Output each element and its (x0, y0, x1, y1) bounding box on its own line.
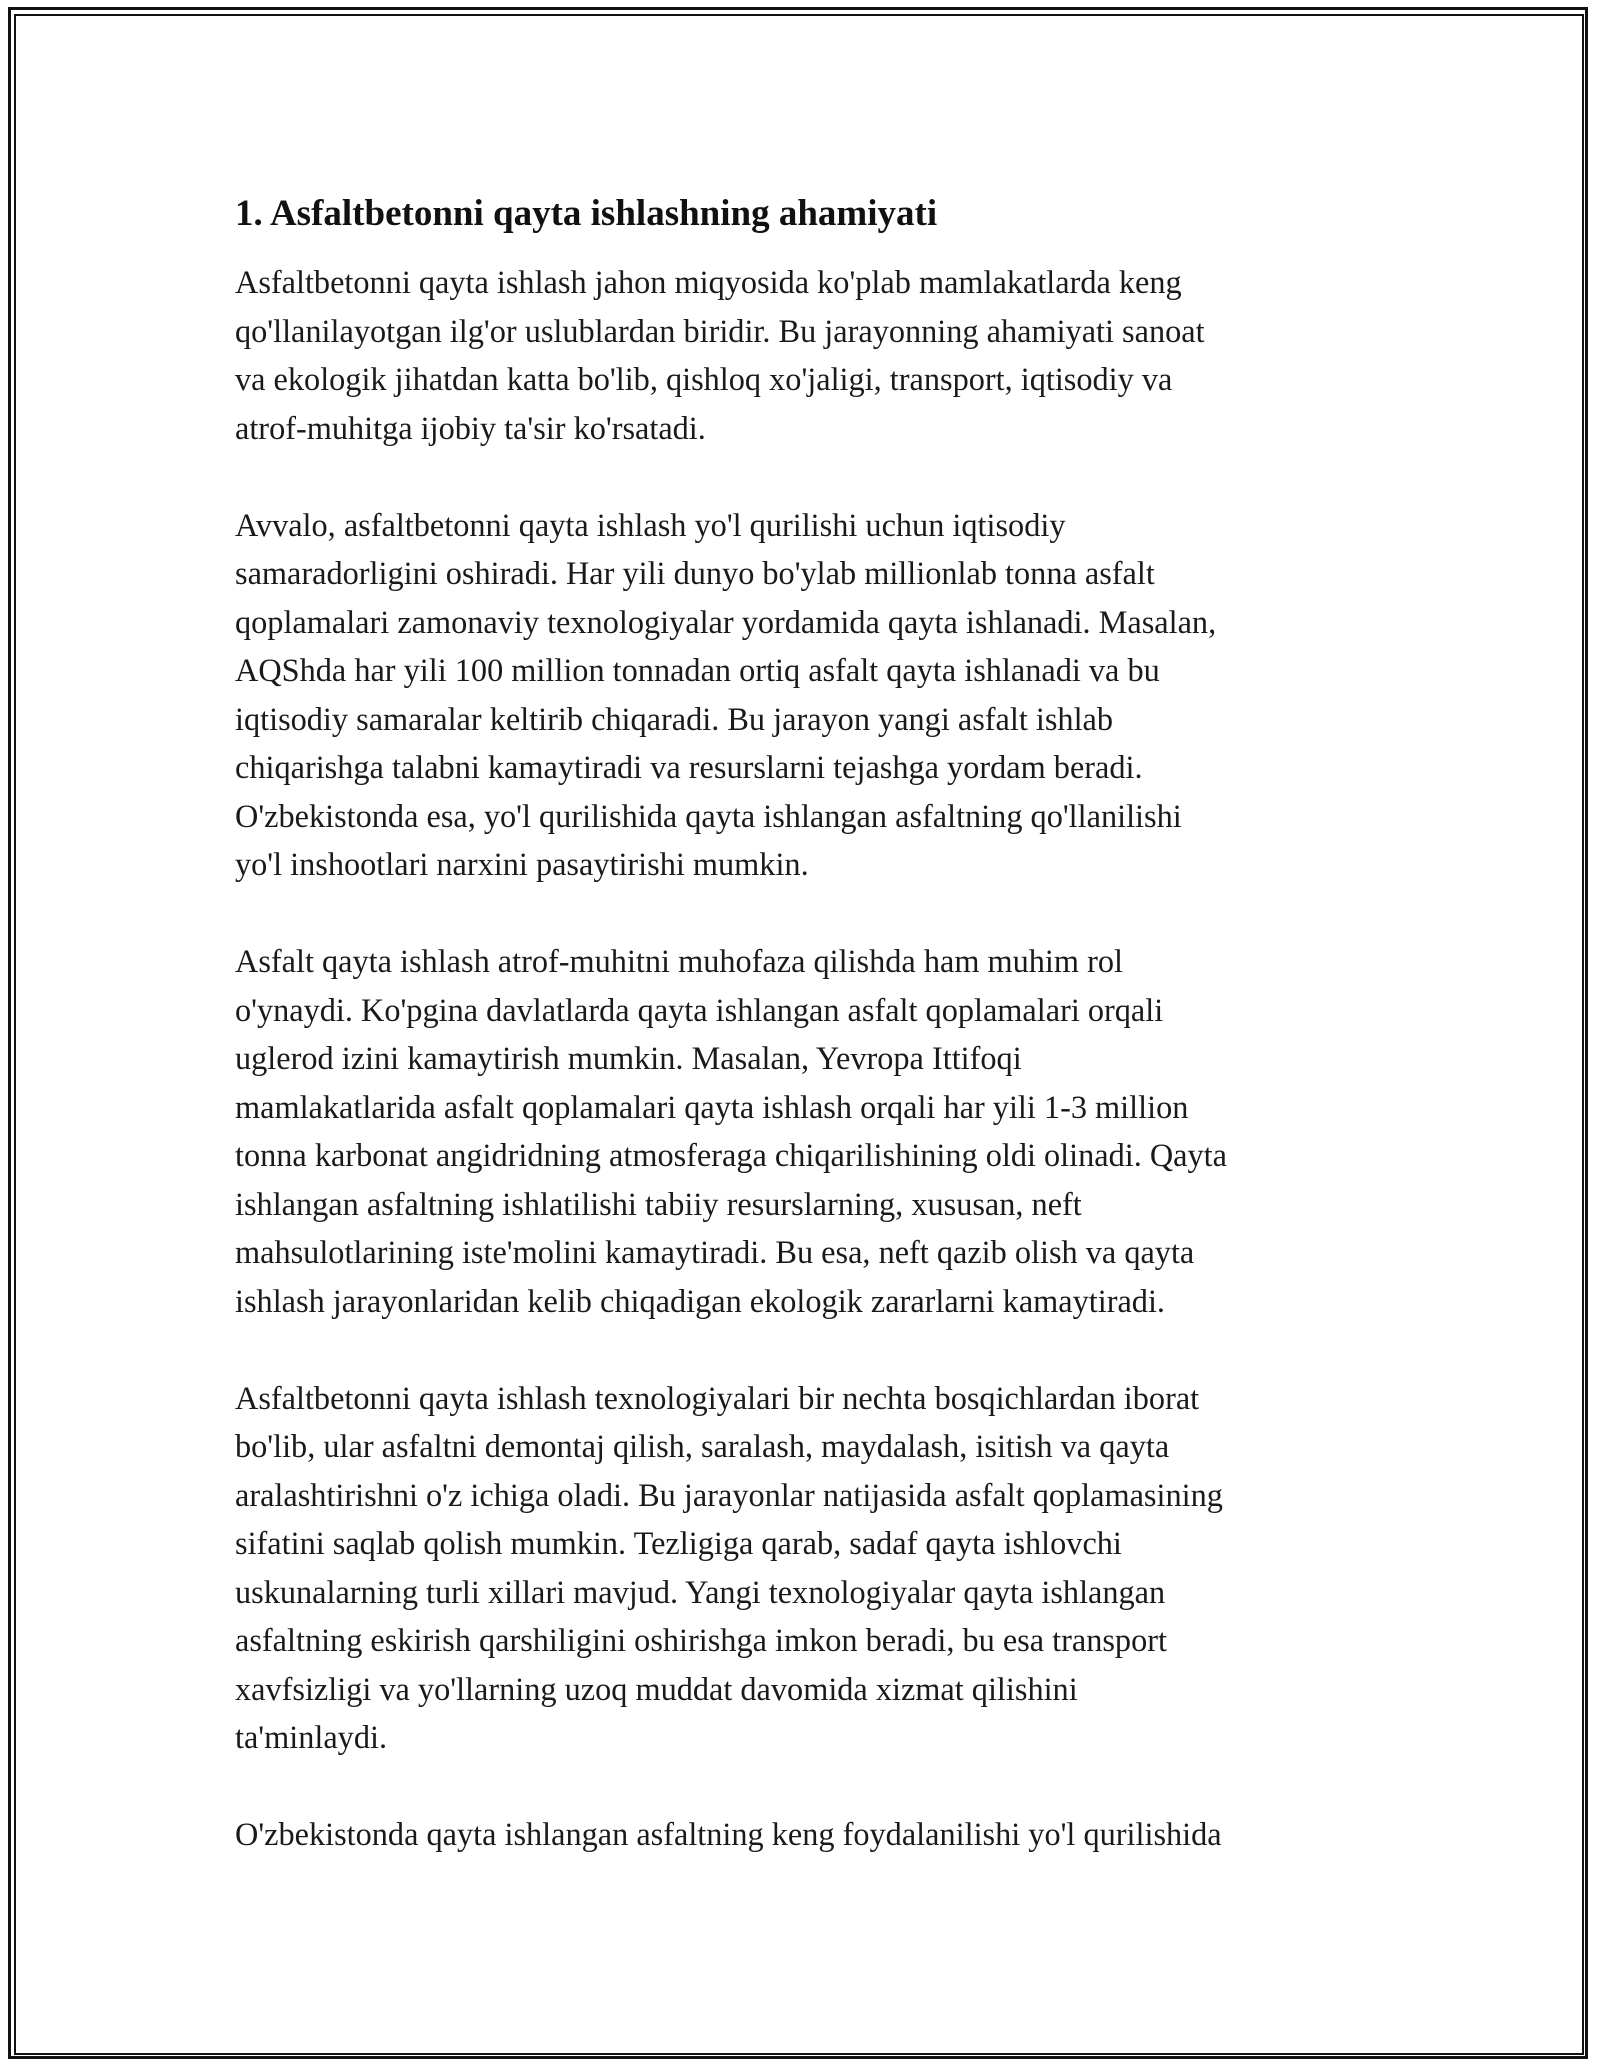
text-line: iqtisodiy samaralar keltirib chiqaradi. Bu jarayon yangi asfalt ishlab (235, 700, 1114, 737)
paragraph (235, 1374, 1365, 1762)
text-line: samaradorligini oshiradi. Har yili dunyo bo'ylab millionlab tonna asfalt (235, 555, 1155, 591)
text-line: ishlash jarayonlaridan kelib chiqadigan ekologik zararlarni kamaytiradi. (235, 1282, 1165, 1319)
text-line: qoplamalari zamonaviy texnologiyalar yordamida qayta ishlanadi. Masalan, (235, 603, 1217, 640)
text-line: uglerod izini kamaytirish mumkin. Masalan, Yevropa Ittifoqi (235, 1040, 1022, 1076)
paragraphs-container (235, 258, 1365, 1859)
text-line: uskunalarning turli xillari mavjud. Yangi texnologiyalar qayta ishlangan (235, 1573, 1166, 1610)
text-line: AQShda har yili 100 million tonnadan ortiq asfalt qayta ishlanadi va bu (235, 652, 1160, 688)
text-line: O'zbekistonda esa, yo'l qurilishida qayta ishlangan asfaltning qo'llanilishi (235, 797, 1182, 834)
section-heading: 1. Asfaltbetonni qayta ishlashning ahamiyati (235, 193, 938, 234)
text-line: sifatini saqlab qolish mumkin. Tezligiga qarab, sadaf qayta ishlovchi (235, 1525, 1122, 1561)
paragraph (235, 937, 1365, 1325)
text-line: bo'lib, ular asfaltni demontaj qilish, saralash, maydalash, isitish va qayta (235, 1428, 1170, 1464)
text-line: qo'llanilayotgan ilg'or uslublardan biridir. Bu jarayonning ahamiyati sanoat (235, 312, 1205, 349)
text-line: mamlakatlarida asfalt qoplamalari qayta ishlash orqali har yili 1-3 million (235, 1088, 1189, 1125)
text-line: o'ynaydi. Ko'pgina davlatlarda qayta ishlangan asfalt qoplamalari orqali (235, 991, 1164, 1028)
text-line: Asfalt qayta ishlash atrof-muhitni muhofaza qilishda ham muhim rol (235, 943, 1123, 979)
text-line: ta'minlaydi. (235, 1719, 388, 1755)
text-line: O'zbekistonda qayta ishlangan asfaltning keng foydalanilishi yo'l qurilishida (235, 1816, 1222, 1852)
text-line: asfaltning eskirish qarshiligini oshirishga imkon beradi, bu esa transport (235, 1622, 1167, 1658)
text-line: Asfaltbetonni qayta ishlash jahon miqyosida ko'plab mamlakatlarda keng (235, 264, 1182, 300)
text-line: xavfsizligi va yo'llarning uzoq muddat davomida xizmat qilishini (235, 1670, 1078, 1707)
text-line: aralashtirishni o'z ichiga oladi. Bu jarayonlar natijasida asfalt qoplamasining (235, 1476, 1223, 1513)
text-line: mahsulotlarining iste'molini kamaytiradi. Bu esa, neft qazib olish va qayta (235, 1234, 1195, 1270)
text-line: tonna karbonat angidridning atmosferaga chiqarilishining oldi olinadi. Qayta (235, 1137, 1227, 1173)
paragraph (235, 258, 1365, 452)
text-line: yo'l inshootlari narxini pasaytirishi mumkin. (235, 846, 809, 882)
text-line: va ekologik jihatdan katta bo'lib, qishloq xo'jaligi, transport, iqtisodiy va (235, 361, 1173, 397)
text-line: chiqarishga talabni kamaytiradi va resurslarni tejashga yordam beradi. (235, 749, 1143, 785)
paragraph (235, 1810, 1365, 1859)
paragraph (235, 501, 1365, 889)
document-body (235, 186, 1365, 1907)
text-line: ishlangan asfaltning ishlatilishi tabiiy resurslarning, xususan, neft (235, 1185, 1082, 1222)
text-line: Avvalo, asfaltbetonni qayta ishlash yo'l qurilishi uchun iqtisodiy (235, 506, 1066, 543)
text-line: atrof-muhitga ijobiy ta'sir ko'rsatadi. (235, 409, 706, 446)
text-line: Asfaltbetonni qayta ishlash texnologiyalari bir nechta bosqichlardan iborat (235, 1379, 1200, 1416)
